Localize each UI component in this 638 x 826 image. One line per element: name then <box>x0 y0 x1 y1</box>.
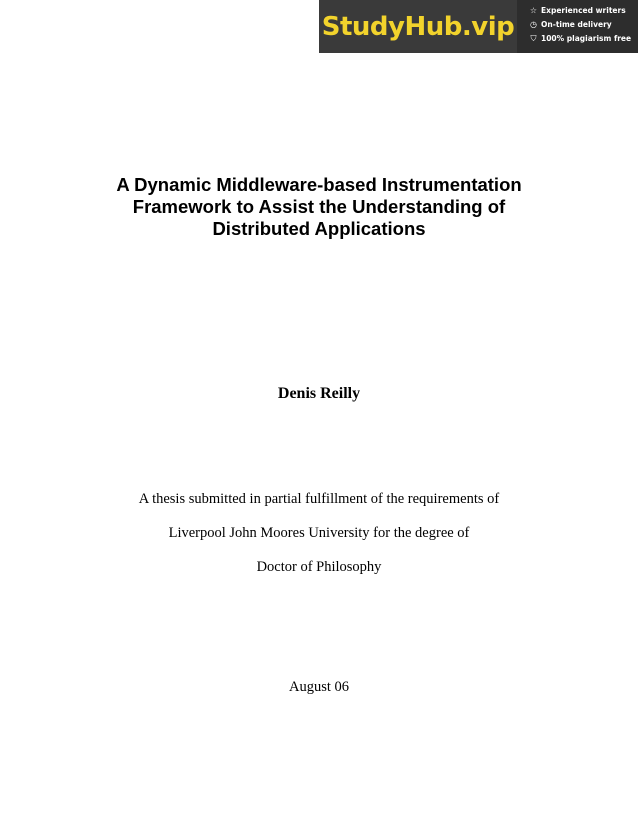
studyhub-banner[interactable] <box>319 0 638 53</box>
title-line: Framework to Assist the Understanding of <box>132 196 506 217</box>
feature-label: 100% plagiarism free <box>541 34 632 43</box>
feature-item <box>529 5 638 16</box>
feature-label: On-time delivery <box>541 20 612 29</box>
degree-name: Doctor of Philosophy <box>256 559 382 575</box>
thesis-title <box>0 174 638 240</box>
logo-text: StudyHub.vip <box>321 11 515 42</box>
feature-item <box>529 33 638 44</box>
author-name: Denis Reilly <box>277 385 361 402</box>
star-icon: ☆ <box>529 6 538 15</box>
clock-icon: ◷ <box>530 20 537 29</box>
thesis-statement-line: Liverpool John Moores University for the degree of <box>168 525 470 541</box>
submission-date: August 06 <box>288 679 350 695</box>
title-line: A Dynamic Middleware-based Instrumentation <box>116 174 522 195</box>
title-line: Distributed Applications <box>212 218 426 239</box>
shield-check-icon: ⛉ <box>530 34 537 43</box>
feature-list <box>517 0 638 53</box>
feature-label: Experienced writers <box>541 6 626 15</box>
feature-item <box>529 19 638 30</box>
studyhub-logo[interactable] <box>319 0 517 53</box>
thesis-statement-line: A thesis submitted in partial fulfillment of the requirements of <box>138 491 500 507</box>
